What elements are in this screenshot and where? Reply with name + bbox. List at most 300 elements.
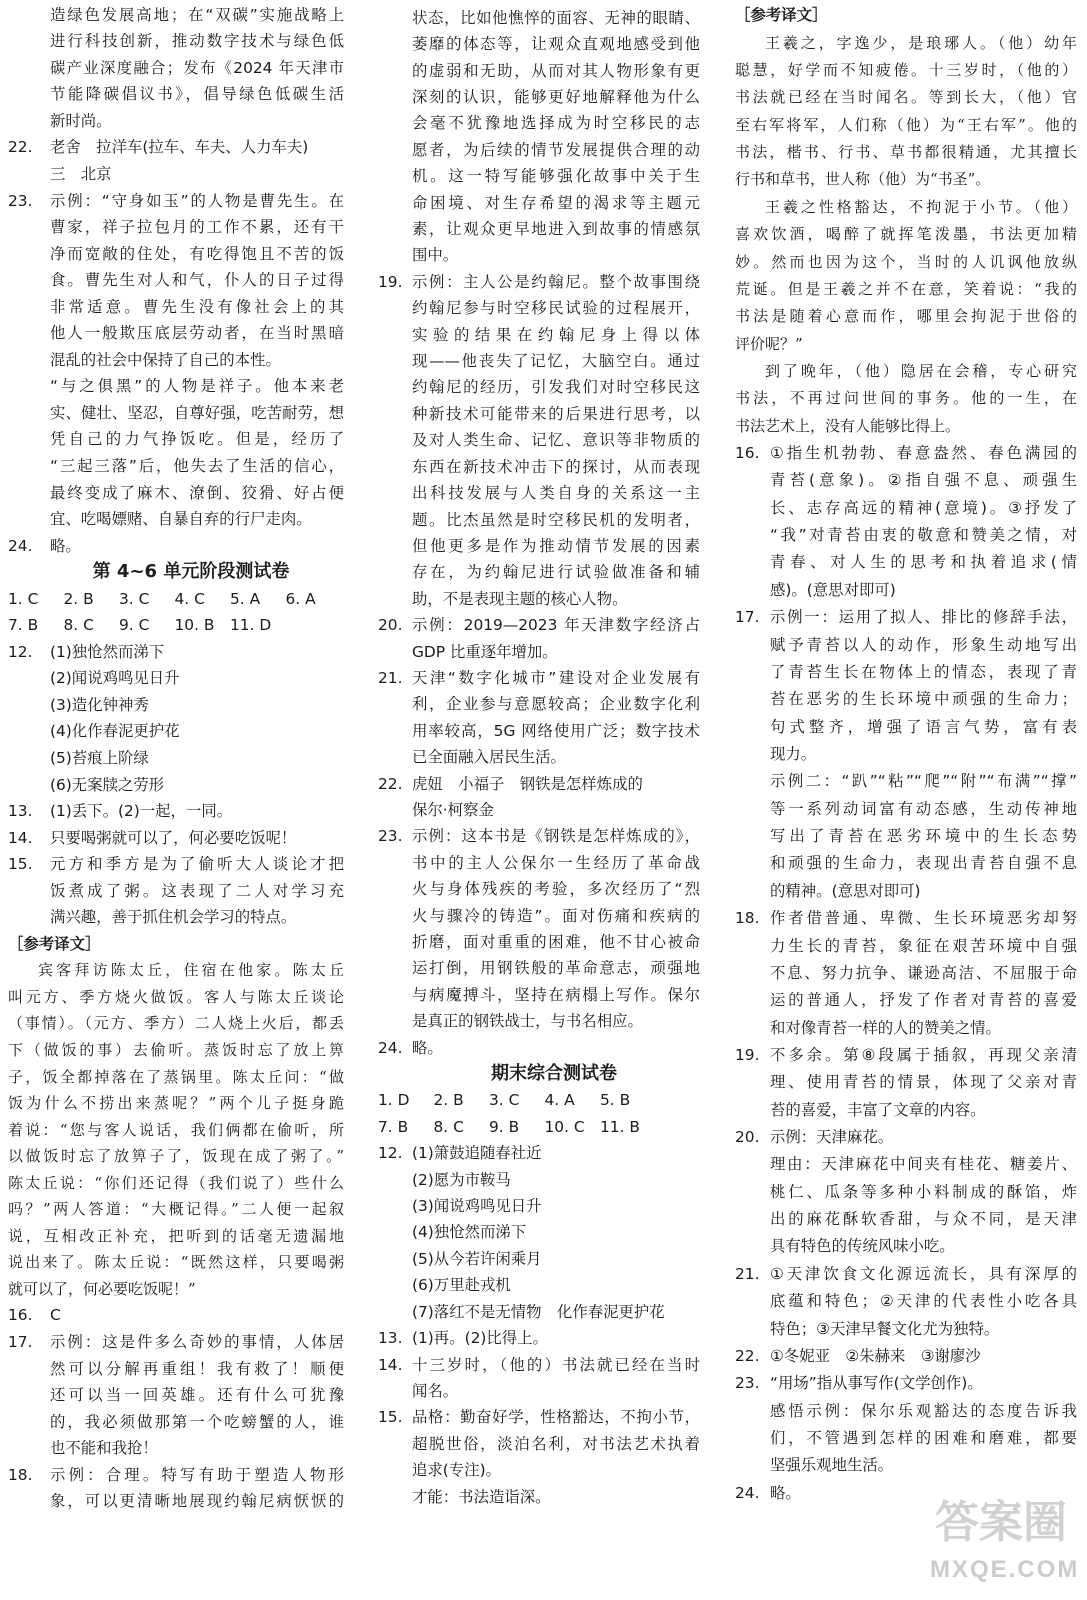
answer-item bbox=[735, 1343, 1077, 1370]
text-content: 示例：合理。特写有助于塑造人物形 bbox=[50, 1465, 344, 1484]
item-number: 19. bbox=[378, 272, 403, 291]
text-line bbox=[378, 1404, 700, 1430]
text-line bbox=[378, 1140, 700, 1166]
answer-item bbox=[378, 612, 700, 665]
answer-row bbox=[8, 586, 344, 613]
translation-line bbox=[735, 194, 1077, 221]
text-content: 不息、努力抗争、谦逊高洁、不屈服于命 bbox=[770, 963, 1077, 982]
reference-translation-label: ［参考译文］ bbox=[735, 6, 828, 25]
text-line bbox=[378, 322, 700, 348]
translation-text: 吗？”两人答道：“大概记得。”二人便一起叙 bbox=[8, 1200, 344, 1219]
text-line bbox=[735, 1343, 1077, 1370]
text-content: 火与骤冷的铸造”。面对伤痛和疾病的 bbox=[412, 906, 700, 925]
text-line bbox=[378, 1246, 700, 1272]
text-content: 造绿色发展高地；在“双碳”实施战略上 bbox=[50, 5, 344, 24]
text-content: 饭煮成了粥。这表现了二人对学习充 bbox=[50, 881, 344, 900]
text-line bbox=[8, 665, 344, 692]
text-line bbox=[378, 507, 700, 533]
text-line bbox=[378, 242, 700, 268]
text-line bbox=[735, 714, 1077, 741]
translation-line bbox=[735, 413, 1077, 440]
text-line bbox=[735, 522, 1077, 549]
translation-line bbox=[8, 957, 344, 984]
text-content: 题。比杰虽然是时空移民机的发明者， bbox=[412, 510, 700, 529]
text-content: 示例：主人公是约翰尼。整个故事围绕 bbox=[412, 272, 700, 291]
translation-line bbox=[8, 1090, 344, 1117]
text-line bbox=[378, 110, 700, 136]
item-number: 17. bbox=[8, 1333, 33, 1352]
answer-cell: 5. A bbox=[230, 589, 261, 608]
text-content: 示例：这本书是《钢铁是怎样炼成的》， bbox=[412, 827, 700, 846]
text-content: 深刻的认识，能够更好地解释他为什么 bbox=[412, 88, 700, 107]
text-content: 底蕴和特色；②天津的代表性小吃各具 bbox=[770, 1292, 1077, 1311]
text-line bbox=[8, 692, 344, 719]
text-content: 特色；③天津早餐文化尤为独特。 bbox=[770, 1319, 1000, 1338]
answer-item bbox=[735, 1261, 1077, 1343]
text-content: 只要喝粥就可以了，何必要吃饭呢！ bbox=[50, 828, 297, 847]
answer-item bbox=[8, 188, 344, 533]
answer-item bbox=[378, 1352, 700, 1405]
text-content: 作者借普通、卑微、生长环境恶劣却努 bbox=[770, 909, 1077, 928]
watermark-logo: 答案圈 bbox=[935, 1497, 1067, 1548]
text-line bbox=[378, 533, 700, 559]
text-content: 的虚弱和无助，从而对其人物形象有更 bbox=[412, 61, 700, 80]
answer-item bbox=[8, 931, 344, 958]
translation-text: （事情）。（元方、季方）二人烧上火后，都丢 bbox=[8, 1014, 344, 1033]
text-line bbox=[8, 400, 344, 427]
text-content: 追求(专注)。 bbox=[412, 1461, 501, 1480]
text-content: 是真正的钢铁战士，与书名相应。 bbox=[412, 1012, 643, 1031]
text-content: 会毫不犹豫地选择成为时空移民的志 bbox=[412, 114, 700, 133]
text-line bbox=[378, 454, 700, 480]
text-line bbox=[735, 768, 1077, 795]
text-line bbox=[378, 823, 700, 849]
item-number: 16. bbox=[735, 444, 760, 463]
answer-item bbox=[8, 798, 344, 825]
translation-text: 叫元方、季方烧火做饭。客人与陈太丘谈论 bbox=[8, 987, 344, 1006]
answer-item bbox=[378, 1140, 700, 1325]
text-content: 赋予青苔以人的动作，形象生动地写出 bbox=[770, 635, 1077, 654]
answer-item bbox=[735, 1124, 1077, 1261]
text-line bbox=[8, 267, 344, 294]
text-content: 进行科技创新，推动数字技术与绿色低 bbox=[50, 32, 344, 51]
answer-row bbox=[378, 1114, 700, 1140]
text-line bbox=[735, 467, 1077, 494]
text-content: 然可以分解再重组！我有救了！顺便 bbox=[50, 1359, 344, 1378]
text-content: 和顽强的生命力，表现出青苔自强不息 bbox=[770, 854, 1077, 873]
text-content: 运的普通人，抒发了作者对青苔的喜爱 bbox=[770, 991, 1077, 1010]
text-line bbox=[378, 1035, 700, 1061]
section-title: 第 4~6 单元阶段测试卷 bbox=[92, 561, 290, 583]
text-content: 曹家，祥子拉包月的工作不累，还有干 bbox=[50, 218, 344, 237]
translation-text: 着说：“您与客人说话，我们俩都在偷听，所 bbox=[8, 1120, 344, 1139]
translation-line bbox=[8, 1249, 344, 1276]
text-line bbox=[378, 1431, 700, 1457]
text-content: 非常适意。曹先生没有像社会上的其 bbox=[50, 297, 344, 316]
text-content: 品格：勤奋好学，性格豁达，不拘小节， bbox=[412, 1408, 700, 1427]
translation-text: 评价呢？” bbox=[735, 334, 803, 353]
text-line bbox=[735, 987, 1077, 1014]
text-line bbox=[378, 850, 700, 876]
answer-item bbox=[8, 1462, 344, 1515]
text-line bbox=[8, 81, 344, 108]
item-number: 19. bbox=[735, 1045, 760, 1064]
answer-cell: 10. B bbox=[174, 616, 215, 635]
translation-text: 书法，楷书、行书、草书都很精通，尤其擅长 bbox=[735, 143, 1077, 162]
text-line bbox=[378, 665, 700, 691]
text-line bbox=[735, 632, 1077, 659]
text-line bbox=[378, 982, 700, 1008]
text-line bbox=[8, 480, 344, 507]
translation-text: 下（做饭的事）去偷听。蒸饭时忘了放上箅 bbox=[8, 1041, 344, 1060]
translation-text: 妙。然而也因为这个，当时的人讥讽他放纵 bbox=[735, 252, 1077, 271]
text-line bbox=[735, 659, 1077, 686]
section-title: 期末综合测试卷 bbox=[491, 1063, 617, 1085]
text-line bbox=[378, 5, 700, 31]
text-line bbox=[8, 2, 344, 29]
text-content: (1)再。(2)比得上。 bbox=[412, 1329, 548, 1348]
translation-text: 说出来了。陈太丘说：“既然这样，只要喝粥 bbox=[8, 1253, 344, 1272]
text-line bbox=[8, 639, 344, 666]
text-line bbox=[8, 214, 344, 241]
item-number: 24. bbox=[8, 536, 33, 555]
answer-cell: 4. C bbox=[174, 589, 205, 608]
text-line bbox=[735, 604, 1077, 631]
text-line bbox=[735, 1151, 1077, 1178]
text-line bbox=[8, 798, 344, 825]
text-content: 用率较高，5G 网络使用广泛；数字技术 bbox=[412, 721, 700, 740]
text-line bbox=[378, 58, 700, 84]
text-line bbox=[378, 1457, 700, 1483]
text-content: 最终变成了麻木、潦倒、狡猾、好占便 bbox=[50, 483, 344, 502]
column-left bbox=[8, 0, 344, 1515]
text-line bbox=[378, 427, 700, 453]
reference-translation-label: ［参考译文］ bbox=[8, 934, 101, 953]
text-content: 宜、吃喝嫖赌、自暴自弃的行尸走肉。 bbox=[50, 510, 312, 529]
answer-item bbox=[378, 1035, 700, 1061]
text-line bbox=[378, 797, 700, 823]
translation-text: 聪慧，好学而不知疲倦。十三岁时，（他的） bbox=[735, 61, 1077, 80]
text-line bbox=[378, 401, 700, 427]
text-content: 等一系列动词富有动态感，生动传神地 bbox=[770, 799, 1077, 818]
item-number: 21. bbox=[378, 668, 403, 687]
text-content: 碳产业深度融合；发布《2024 年天津市 bbox=[50, 58, 344, 77]
text-line bbox=[735, 1425, 1077, 1452]
translation-line bbox=[735, 112, 1077, 139]
item-number: 20. bbox=[735, 1128, 760, 1147]
text-content: 状态，比如他憔悴的面容、无神的眼睛、 bbox=[412, 8, 700, 27]
text-line bbox=[378, 1484, 700, 1510]
text-line bbox=[378, 163, 700, 189]
item-number: 17. bbox=[735, 608, 760, 627]
text-content: GDP 比重逐年增加。 bbox=[412, 642, 558, 661]
translation-line bbox=[8, 1170, 344, 1197]
text-content: 青春、对人生的思考和执着追求(情 bbox=[770, 553, 1077, 572]
text-line bbox=[8, 1302, 344, 1329]
answer-cell: 5. B bbox=[600, 1091, 631, 1110]
text-content: (4)独怆然而涕下 bbox=[412, 1223, 527, 1242]
text-content: 天津“数字化城市”建设对企业发展有 bbox=[412, 668, 700, 687]
text-line bbox=[378, 295, 700, 321]
text-content: (7)落红不是无情物 化作春泥更护花 bbox=[412, 1302, 665, 1321]
translation-text: 就可以了，何必要吃饭呢！” bbox=[8, 1279, 196, 1298]
text-line bbox=[735, 905, 1077, 932]
translation-line bbox=[735, 358, 1077, 385]
text-content: 象，可以更清晰地展现约翰尼病恹恹的 bbox=[50, 1492, 344, 1511]
answer-cell: 2. B bbox=[433, 1091, 464, 1110]
text-content: 了青苔生长在物体上的情态，表现了青 bbox=[770, 662, 1077, 681]
text-line bbox=[378, 586, 700, 612]
translation-line bbox=[8, 1143, 344, 1170]
answer-cell: 7. B bbox=[378, 1117, 409, 1136]
translation-text: 到了晚年，（他）隐居在会稽，专心研究 bbox=[765, 361, 1077, 380]
text-content: 略。 bbox=[50, 536, 81, 555]
text-line bbox=[378, 639, 700, 665]
text-line bbox=[378, 190, 700, 216]
text-content: 实、健壮、坚忍，自尊好强，吃苦耐劳，想 bbox=[50, 403, 344, 422]
text-content: 略。 bbox=[770, 1483, 801, 1502]
text-line bbox=[735, 878, 1077, 905]
answer-item bbox=[378, 1404, 700, 1510]
answer-item bbox=[8, 1329, 344, 1462]
answer-item bbox=[378, 269, 700, 612]
answer-cell: 6. A bbox=[285, 589, 316, 608]
text-content: (1)独怆然而涕下 bbox=[50, 642, 165, 661]
text-line bbox=[735, 1097, 1077, 1124]
text-content: 才能：书法造诣深。 bbox=[412, 1487, 551, 1506]
text-content: 三 北京 bbox=[50, 164, 112, 183]
translation-line bbox=[735, 331, 1077, 358]
text-content: 存在，为约翰尼进行试验做准备和辅 bbox=[412, 563, 700, 582]
answer-item bbox=[378, 1087, 700, 1140]
text-content: 老舍 拉洋车(拉车、车夫、人力车夫) bbox=[50, 138, 309, 157]
text-line bbox=[378, 691, 700, 717]
text-line bbox=[8, 108, 344, 135]
text-content: 超脱世俗，淡泊名利，对书法艺术执着 bbox=[412, 1434, 700, 1453]
text-content: 理由：天津麻花中间夹有桂花、糖姜片、 bbox=[770, 1155, 1077, 1174]
text-content: (5)从今若许闲乘月 bbox=[412, 1249, 542, 1268]
text-content: 混乱的社会中保持了自己的本性。 bbox=[50, 350, 281, 369]
text-line bbox=[8, 1462, 344, 1489]
text-line bbox=[8, 533, 344, 560]
translation-text: 王羲之性格豁达，不拘泥于小节。（他） bbox=[765, 197, 1077, 216]
text-line bbox=[735, 1206, 1077, 1233]
text-line bbox=[8, 55, 344, 82]
item-number: 13. bbox=[378, 1329, 403, 1348]
text-line bbox=[378, 1219, 700, 1245]
answer-item bbox=[735, 440, 1077, 604]
item-number: 12. bbox=[8, 642, 33, 661]
text-line bbox=[735, 1233, 1077, 1260]
text-content: 示例：2019—2023 年天津数字经济占 bbox=[412, 616, 700, 635]
answer-cell: 1. D bbox=[378, 1091, 410, 1110]
answer-item bbox=[735, 2, 1077, 29]
text-line bbox=[8, 453, 344, 480]
text-line bbox=[8, 745, 344, 772]
text-line bbox=[8, 426, 344, 453]
text-line bbox=[378, 771, 700, 797]
text-line bbox=[735, 850, 1077, 877]
text-content: (5)苔痕上阶绿 bbox=[50, 749, 149, 767]
text-content: (4)化作春泥更护花 bbox=[50, 722, 180, 741]
text-content: “与之俱黑”的人物是祥子。他本来老 bbox=[50, 377, 344, 396]
translation-line bbox=[735, 249, 1077, 276]
text-content: (3)造化钟神秀 bbox=[50, 695, 149, 714]
translation-line bbox=[8, 1064, 344, 1091]
text-content: 现力。 bbox=[770, 745, 817, 763]
text-content: 具有特色的传统风味小吃。 bbox=[770, 1237, 955, 1256]
text-line bbox=[735, 823, 1077, 850]
text-content: 示例二：“趴”“粘”“爬”“附”“布满”“撑” bbox=[770, 772, 1077, 791]
translation-line bbox=[735, 385, 1077, 412]
text-content: 保尔·柯察金 bbox=[412, 800, 494, 819]
text-line bbox=[735, 960, 1077, 987]
answer-item bbox=[735, 1480, 1077, 1507]
text-line bbox=[8, 373, 344, 400]
item-number: 13. bbox=[8, 802, 33, 821]
text-content: 净而宽敞的住处，有吃得饱且不苦的饭 bbox=[50, 244, 344, 263]
answer-cell: 11. D bbox=[230, 616, 272, 635]
answer-row bbox=[8, 612, 344, 639]
text-line bbox=[735, 686, 1077, 713]
translation-text: 荒诞。但是王羲之并不在意，笑着说：“我的 bbox=[735, 279, 1077, 298]
translation-line bbox=[8, 1223, 344, 1250]
text-content: 满兴趣，善于抓住机会学习的特点。 bbox=[50, 908, 297, 927]
text-content: 折磨，面对重重的困难，他不甘心被命 bbox=[412, 933, 700, 952]
translation-line bbox=[735, 139, 1077, 166]
text-line bbox=[378, 374, 700, 400]
text-content: 的，我必须做那第一个吃螃蟹的人，谁 bbox=[50, 1412, 344, 1431]
answer-row bbox=[378, 1087, 700, 1113]
translation-line bbox=[8, 1037, 344, 1064]
answer-item bbox=[8, 957, 344, 1302]
text-line bbox=[735, 1452, 1077, 1479]
translation-text: 至右军将军，人们称（他）为“王右军”。他的 bbox=[735, 115, 1077, 134]
text-line bbox=[8, 134, 344, 161]
translation-line bbox=[8, 1276, 344, 1303]
text-content: 萎靡的体态等，让观众直观地感受到他 bbox=[412, 35, 700, 54]
text-content: 桃仁、瓜条等多种小料制成的酥馅，炸 bbox=[770, 1182, 1077, 1201]
text-content: 示例：天津麻花。 bbox=[770, 1128, 894, 1147]
text-line bbox=[378, 929, 700, 955]
text-line bbox=[378, 1193, 700, 1219]
answer-cell: 7. B bbox=[8, 616, 39, 635]
text-line bbox=[8, 904, 344, 931]
answer-item bbox=[378, 823, 700, 1034]
translation-text: 王羲之，字逸少，是琅琊人。（他）幼年 bbox=[765, 33, 1077, 52]
text-content: 和对像青苔一样的人的赞美之情。 bbox=[770, 1018, 1001, 1037]
text-line bbox=[735, 1179, 1077, 1206]
watermark-url: MXQE.COM bbox=[930, 1556, 1080, 1583]
text-line bbox=[8, 161, 344, 188]
text-content: 实验的结果在约翰尼身上得以体 bbox=[412, 325, 700, 344]
answer-item bbox=[8, 586, 344, 639]
text-content: 机。这一特写能够强化故事中关于生 bbox=[412, 167, 700, 186]
translation-line bbox=[8, 984, 344, 1011]
translation-text: 喜欢饮酒，喝醉了就挥笔泼墨，书法更加精 bbox=[735, 225, 1077, 244]
answer-item bbox=[735, 30, 1077, 440]
item-number: 18. bbox=[8, 1465, 33, 1484]
translation-line bbox=[8, 1010, 344, 1037]
translation-line bbox=[735, 84, 1077, 111]
answer-cell: 3. C bbox=[489, 1091, 520, 1110]
text-content: 食。曹先生对人和气，仆人的日子过得 bbox=[50, 271, 344, 290]
text-line bbox=[8, 506, 344, 533]
text-line bbox=[378, 84, 700, 110]
translation-text: 书法是随着心意而作，哪里会拘泥于世俗的 bbox=[735, 307, 1077, 326]
text-line bbox=[735, 1261, 1077, 1288]
text-line bbox=[735, 577, 1077, 604]
text-content: 约翰尼参与时空移民试验的过程展开， bbox=[412, 299, 700, 318]
item-number: 14. bbox=[378, 1355, 403, 1374]
text-line bbox=[378, 1167, 700, 1193]
answer-item bbox=[8, 559, 344, 586]
text-line bbox=[735, 1069, 1077, 1096]
text-line bbox=[378, 1272, 700, 1298]
text-content: (2)闻说鸡鸣见日升 bbox=[50, 669, 180, 688]
text-line bbox=[8, 772, 344, 799]
text-content: 理、使用青苔的情景，体现了父亲对青 bbox=[770, 1073, 1077, 1092]
answer-cell: 8. C bbox=[63, 616, 94, 635]
text-content: 利，企业参与意愿较高；企业数字化利 bbox=[412, 695, 700, 714]
text-content: 命困境、对生存希望的渴求等主题元 bbox=[412, 193, 700, 212]
answer-cell: 8. C bbox=[433, 1117, 464, 1136]
item-number: 22. bbox=[735, 1346, 760, 1365]
text-content: 句式整齐，增强了语言气势，富有表 bbox=[770, 717, 1077, 736]
text-line bbox=[735, 796, 1077, 823]
text-line bbox=[735, 1124, 1077, 1151]
text-line bbox=[8, 188, 344, 215]
text-line bbox=[8, 825, 344, 852]
item-number: 12. bbox=[378, 1144, 403, 1163]
text-line bbox=[378, 744, 700, 770]
text-line bbox=[378, 955, 700, 981]
text-content: 苔的喜爱，丰富了文章的内容。 bbox=[770, 1100, 986, 1119]
text-content: 凭自己的力气挣饭吃。但是，经历了 bbox=[50, 430, 344, 449]
text-line bbox=[735, 495, 1077, 522]
text-line bbox=[8, 1382, 344, 1409]
translation-line bbox=[735, 30, 1077, 57]
text-content: 现——他丧失了记忆，大脑空白。通过 bbox=[412, 352, 700, 371]
text-content: 还可以当一回英雄。还有什么可犹豫 bbox=[50, 1386, 344, 1405]
text-line bbox=[735, 1015, 1077, 1042]
answer-item bbox=[378, 1061, 700, 1087]
column-middle bbox=[378, 0, 700, 1510]
text-content: 的精神。(意思对即可) bbox=[770, 881, 921, 900]
text-content: “我”对青苔由衷的敬意和赞美之情，对 bbox=[770, 526, 1077, 545]
translation-line bbox=[8, 1196, 344, 1223]
item-number: 21. bbox=[735, 1264, 760, 1283]
text-line bbox=[378, 718, 700, 744]
text-line bbox=[378, 216, 700, 242]
text-content: 愿者，为后续的情节发展提供合理的动 bbox=[412, 140, 700, 159]
text-line bbox=[378, 348, 700, 374]
text-line bbox=[378, 876, 700, 902]
answer-cell: 3. C bbox=[119, 589, 150, 608]
item-number: 18. bbox=[735, 909, 760, 928]
answer-item bbox=[735, 905, 1077, 1042]
text-content: 也不能和我抢！ bbox=[50, 1439, 158, 1458]
translation-line bbox=[735, 303, 1077, 330]
text-content: “用场”指从事写作(文学创作)。 bbox=[770, 1374, 983, 1393]
text-content: 运打倒，用钢铁般的革命意志，顽强地 bbox=[412, 959, 700, 978]
translation-line bbox=[8, 1117, 344, 1144]
translation-text: 饭为什么不捞出来蒸呢？”两个儿子挺身跪 bbox=[8, 1094, 344, 1113]
text-line bbox=[735, 933, 1077, 960]
translation-line bbox=[735, 221, 1077, 248]
text-content: (6)无案牍之劳形 bbox=[50, 775, 165, 794]
text-content: 青苔(意象)。②指自强不息、顽强生 bbox=[770, 471, 1077, 490]
